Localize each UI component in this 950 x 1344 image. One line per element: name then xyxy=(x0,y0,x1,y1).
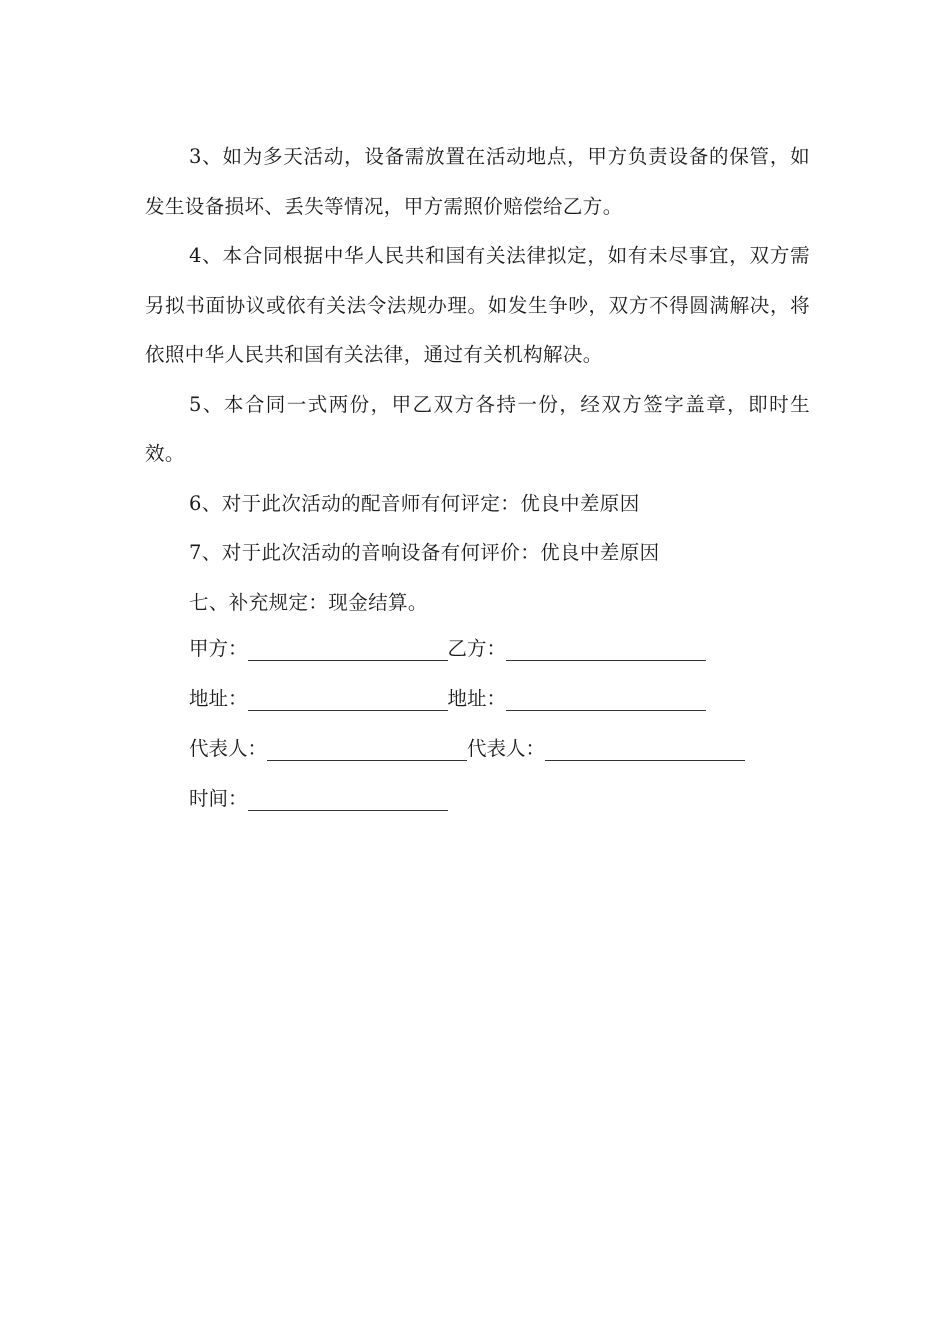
party-row xyxy=(189,627,809,677)
rep-b-label: 代表人： xyxy=(467,737,546,760)
party-b-line[interactable] xyxy=(506,627,706,661)
rep-a-label: 代表人： xyxy=(189,737,268,760)
address-row xyxy=(189,677,809,727)
clause-7: 7、对于此次活动的音响设备有何评价：优良中差原因 xyxy=(189,541,660,564)
time-line[interactable] xyxy=(248,777,448,811)
address-b-line[interactable] xyxy=(506,677,706,711)
rep-a-line[interactable] xyxy=(267,727,467,761)
party-a-label: 甲方： xyxy=(189,637,248,660)
signature-section xyxy=(189,627,809,827)
clause-4: 4、本合同根据中华人民共和国有关法律拟定，如有未尽事宜，双方需另拟书面协议或依有关法令法规办理。如发生争吵，双方不得圆满解决，将依照中华人民共和国有关法律，通过有关机构解决。 xyxy=(145,244,810,366)
clause-6: 6、对于此次活动的配音师有何评定：优良中差原因 xyxy=(189,491,640,515)
time-row xyxy=(189,777,809,827)
clause-5: 5、本合同一式两份，甲乙双方各持一份，经双方签字盖章，即时生效。 xyxy=(145,392,810,465)
party-b-label: 乙方： xyxy=(447,637,507,660)
time-label: 时间： xyxy=(189,787,248,810)
clause-3: 3、如为多天活动，设备需放置在活动地点，甲方负责设备的保管，如发生设备损坏、丢失等情况，甲方需照价赔偿给乙方。 xyxy=(145,145,810,218)
representative-row xyxy=(189,727,809,777)
party-a-line[interactable] xyxy=(248,627,448,661)
address-a-label: 地址： xyxy=(189,687,248,710)
rep-b-line[interactable] xyxy=(545,727,745,761)
address-b-label: 地址： xyxy=(447,687,507,710)
address-a-line[interactable] xyxy=(248,677,448,711)
contract-body xyxy=(145,132,810,627)
supplementary-clause: 七、补充规定：现金结算。 xyxy=(189,590,428,614)
